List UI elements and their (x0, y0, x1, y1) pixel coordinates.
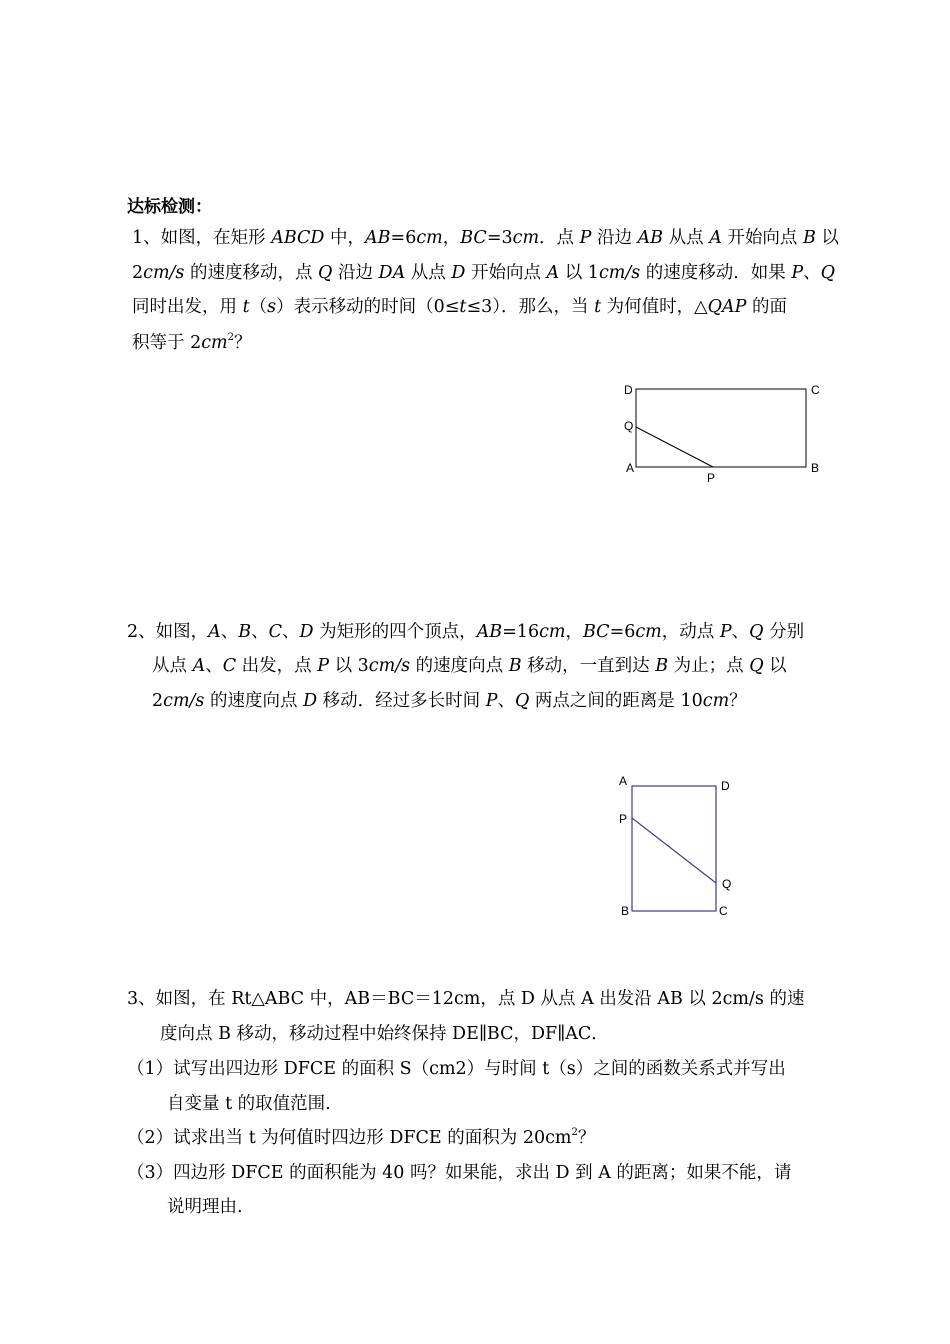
q3-line-7: 说明理由. (167, 1197, 243, 1217)
q2-line-3: 2cm/s 的速度向点 D 移动．经过多长时间 P、Q 两点之间的距离是 10cm？ (152, 691, 747, 711)
q1-line-4: 积等于 $2cm^2$？ (132, 332, 252, 353)
q2-line-1: 2、如图，A、B、C、D 为矩形的四个顶点，AB=16cm，BC=6cm，动点 P、Q 分别 (127, 622, 805, 642)
q1-line-2: 2cm/s 的速度移动，点 Q 沿边 DA 从点 D 开始向点 A 以 1cm/s 的速度移动．如果 P、Q (132, 263, 835, 283)
q2-label-p: P (619, 812, 628, 826)
q1-label-c: C (811, 383, 820, 397)
q2-label-d: D (721, 779, 730, 793)
q2-rect-abcd (632, 786, 716, 911)
q2-label-a: A (619, 774, 628, 788)
q3-line-4: 自变量 t 的取值范围. (167, 1094, 331, 1114)
q1-label-q: Q (624, 419, 634, 433)
q1-line-3: 同时出发，用 t（s）表示移动的时间（0≤t≤3）．那么，当 t 为何值时，△QAP 的面 (132, 297, 787, 317)
q2-label-q: Q (722, 877, 732, 891)
q2-label-c: C (719, 904, 728, 918)
q1-label-b: B (811, 461, 820, 475)
q3-line-3: （1）试写出四边形 DFCE 的面积 S（cm2）与时间 t（s）之间的函数关系式并写出 (127, 1059, 786, 1079)
q3-line-2: 度向点 B 移动，移动过程中始终保持 DE∥BC，DF∥AC． (160, 1024, 609, 1044)
q2-label-b: B (621, 904, 630, 918)
q1-label-p: P (707, 471, 716, 485)
q1-label-a: A (626, 461, 635, 475)
q2-line-2: 从点 A、C 出发，点 P 以 3cm/s 的速度向点 B 移动，一直到达 B 为止；点 Q 以 (152, 656, 787, 676)
q1-segment-qp (636, 427, 713, 467)
q2-segment-pq (632, 818, 716, 883)
q3-line-5: （2）试求出当 t 为何值时四边形 DFCE 的面积为 $20cm^2$？ (127, 1127, 596, 1148)
q1-line-1: 1、如图，在矩形 ABCD 中，AB=6cm，BC=3cm．点 P 沿边 AB 从点 A 开始向点 B 以 (132, 228, 839, 248)
q1-label-d: D (624, 383, 633, 397)
q1-rect-abcd (636, 389, 806, 467)
q3-line-6: （3）四边形 DFCE 的面积能为 40 吗？如果能，求出 D 到 A 的距离；如果不能，请 (127, 1163, 792, 1183)
q3-line-1: 3、如图，在 Rt△ABC 中，AB＝BC＝12cm，点 D 从点 A 出发沿 AB 以 2cm/s 的速 (127, 989, 805, 1009)
section-heading: 达标检测： (127, 197, 212, 217)
